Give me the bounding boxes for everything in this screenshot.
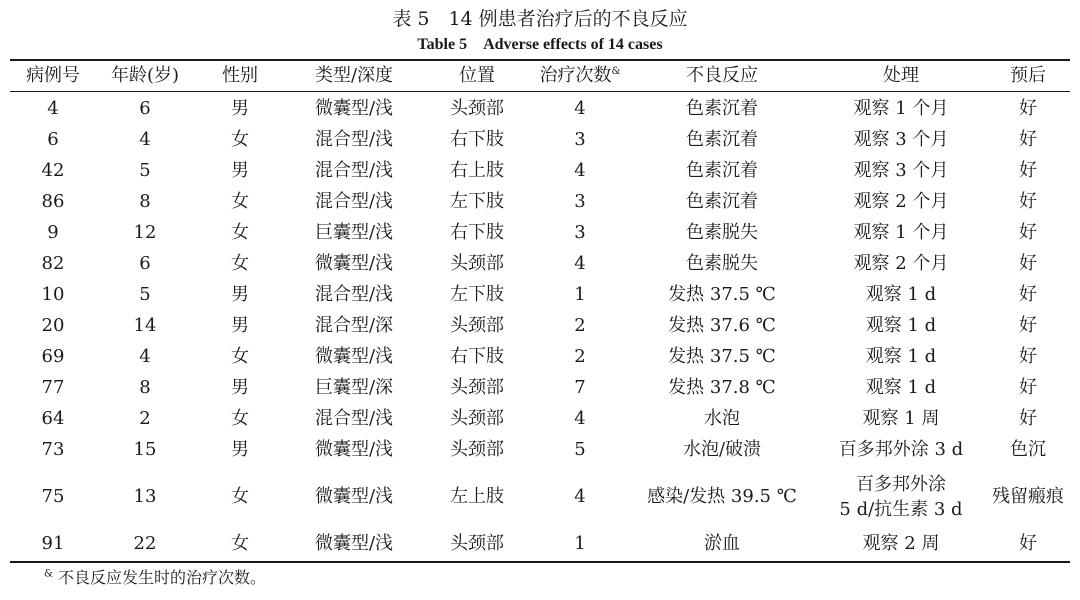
header-case-no: 病例号 bbox=[26, 65, 80, 86]
header-type-depth: 类型/深度 bbox=[314, 65, 394, 86]
cell-times: 1 bbox=[574, 283, 586, 305]
cell-type-depth: 混合型/浅 bbox=[314, 159, 394, 181]
cell-treatment: 观察 3 个月 bbox=[853, 159, 949, 181]
cell-adverse: 色素脱失 bbox=[686, 252, 758, 274]
cell-prognosis: 好 bbox=[1019, 252, 1037, 274]
cell-adverse: 色素沉着 bbox=[686, 190, 758, 212]
table-row bbox=[10, 372, 1070, 403]
cell-times: 4 bbox=[574, 252, 586, 274]
header-location: 位置 bbox=[459, 65, 495, 86]
cell-type-depth: 微囊型/浅 bbox=[314, 345, 394, 367]
table-row bbox=[10, 248, 1070, 279]
cell-sex: 男 bbox=[231, 376, 249, 398]
cell-type-depth: 微囊型/浅 bbox=[314, 252, 394, 274]
cell-type-depth: 混合型/浅 bbox=[314, 407, 394, 429]
cell-treatment: 观察 3 个月 bbox=[853, 128, 949, 150]
cell-location: 头颈部 bbox=[450, 97, 504, 119]
cell-age: 12 bbox=[133, 221, 157, 243]
header-treatment: 处理 bbox=[883, 65, 919, 86]
cell-case-no: 20 bbox=[41, 314, 65, 336]
cell-type-depth: 巨囊型/浅 bbox=[314, 221, 394, 243]
cell-case-no: 4 bbox=[47, 97, 59, 119]
cell-sex: 女 bbox=[231, 252, 249, 274]
cell-age: 13 bbox=[133, 485, 157, 507]
cell-sex: 男 bbox=[231, 97, 249, 119]
cell-location: 左上肢 bbox=[450, 485, 504, 507]
cell-case-no: 9 bbox=[47, 221, 59, 243]
cell-type-depth: 混合型/深 bbox=[314, 314, 394, 336]
header-age: 年龄(岁) bbox=[110, 65, 180, 86]
cell-case-no: 73 bbox=[41, 438, 65, 460]
cell-treatment: 观察 1 d bbox=[865, 283, 937, 305]
cell-case-no: 86 bbox=[41, 190, 65, 212]
table-row bbox=[10, 186, 1070, 217]
footnote-mark: & bbox=[44, 568, 53, 580]
cell-times: 7 bbox=[574, 376, 586, 398]
cell-location: 头颈部 bbox=[450, 407, 504, 429]
cell-treatment: 观察 2 周 bbox=[862, 532, 940, 554]
cell-type-depth: 混合型/浅 bbox=[314, 128, 394, 150]
table-title-chinese: 表 5 14 例患者治疗后的不良反应 bbox=[392, 8, 688, 30]
cell-age: 14 bbox=[133, 314, 157, 336]
cell-adverse: 色素沉着 bbox=[686, 128, 758, 150]
cell-prognosis: 好 bbox=[1019, 314, 1037, 336]
cell-treatment-line: 5 d/抗生素 3 d bbox=[839, 498, 963, 520]
table-title-english: Table 5 Adverse effects of 14 cases bbox=[417, 36, 663, 53]
cell-prognosis: 好 bbox=[1019, 376, 1037, 398]
table-bottom-rule bbox=[10, 561, 1070, 563]
cell-age: 8 bbox=[139, 190, 151, 212]
cell-type-depth: 微囊型/浅 bbox=[314, 97, 394, 119]
header-prognosis: 预后 bbox=[1010, 65, 1046, 86]
cell-case-no: 42 bbox=[41, 159, 65, 181]
cell-treatment: 观察 1 d bbox=[865, 314, 937, 336]
cell-age: 4 bbox=[139, 345, 151, 367]
cell-adverse: 水泡 bbox=[704, 407, 740, 429]
cell-case-no: 69 bbox=[41, 345, 65, 367]
cell-adverse: 淤血 bbox=[704, 532, 740, 554]
table-row bbox=[10, 310, 1070, 341]
cell-location: 左下肢 bbox=[450, 283, 504, 305]
cell-case-no: 75 bbox=[41, 485, 65, 507]
cell-sex: 女 bbox=[231, 190, 249, 212]
cell-adverse: 发热 37.6 ℃ bbox=[668, 314, 776, 336]
cell-times: 3 bbox=[574, 128, 586, 150]
cell-sex: 男 bbox=[231, 438, 249, 460]
cell-location: 左下肢 bbox=[450, 190, 504, 212]
cell-age: 8 bbox=[139, 376, 151, 398]
cell-location: 头颈部 bbox=[450, 438, 504, 460]
cell-prognosis: 残留瘢痕 bbox=[992, 485, 1064, 507]
cell-sex: 女 bbox=[231, 345, 249, 367]
cell-age: 5 bbox=[139, 159, 151, 181]
cell-treatment: 百多邦外涂 3 d bbox=[838, 438, 964, 460]
cell-type-depth: 微囊型/浅 bbox=[314, 485, 394, 507]
cell-type-depth: 巨囊型/深 bbox=[314, 376, 394, 398]
cell-adverse: 色素脱失 bbox=[686, 221, 758, 243]
cell-sex: 男 bbox=[231, 314, 249, 336]
cell-prognosis: 色沉 bbox=[1010, 438, 1046, 460]
table-header-rule bbox=[10, 91, 1070, 92]
table-row bbox=[10, 528, 1070, 559]
table-row bbox=[10, 279, 1070, 310]
cell-treatment: 观察 1 个月 bbox=[853, 97, 949, 119]
cell-age: 15 bbox=[133, 438, 157, 460]
cell-case-no: 64 bbox=[41, 407, 65, 429]
cell-location: 头颈部 bbox=[450, 376, 504, 398]
cell-location: 右下肢 bbox=[450, 128, 504, 150]
header-times bbox=[532, 65, 628, 87]
cell-adverse: 色素沉着 bbox=[686, 159, 758, 181]
cell-location: 头颈部 bbox=[450, 532, 504, 554]
cell-treatment bbox=[816, 472, 986, 522]
cell-location: 头颈部 bbox=[450, 314, 504, 336]
cell-times: 4 bbox=[574, 159, 586, 181]
cell-type-depth: 混合型/浅 bbox=[314, 283, 394, 305]
cell-adverse: 发热 37.5 ℃ bbox=[668, 345, 776, 367]
cell-sex: 女 bbox=[231, 221, 249, 243]
header-times-mark: & bbox=[611, 66, 621, 77]
cell-prognosis: 好 bbox=[1019, 532, 1037, 554]
cell-case-no: 10 bbox=[41, 283, 65, 305]
cell-adverse: 发热 37.5 ℃ bbox=[668, 283, 776, 305]
cell-location: 右下肢 bbox=[450, 345, 504, 367]
cell-sex: 男 bbox=[231, 283, 249, 305]
cell-adverse: 发热 37.8 ℃ bbox=[668, 376, 776, 398]
cell-age: 5 bbox=[139, 283, 151, 305]
table-row bbox=[10, 434, 1070, 465]
cell-prognosis: 好 bbox=[1019, 159, 1037, 181]
header-sex: 性别 bbox=[222, 65, 258, 86]
cell-prognosis: 好 bbox=[1019, 283, 1037, 305]
cell-times: 2 bbox=[574, 345, 586, 367]
header-adverse: 不良反应 bbox=[686, 65, 758, 86]
cell-sex: 男 bbox=[231, 159, 249, 181]
cell-prognosis: 好 bbox=[1019, 345, 1037, 367]
cell-times: 3 bbox=[574, 190, 586, 212]
cell-prognosis: 好 bbox=[1019, 128, 1037, 150]
table-header-row bbox=[10, 61, 1070, 91]
cell-age: 6 bbox=[139, 252, 151, 274]
cell-times: 2 bbox=[574, 314, 586, 336]
cell-sex: 女 bbox=[231, 407, 249, 429]
table-row bbox=[10, 217, 1070, 248]
cell-sex: 女 bbox=[231, 128, 249, 150]
cell-treatment: 观察 2 个月 bbox=[853, 252, 949, 274]
cell-adverse: 色素沉着 bbox=[686, 97, 758, 119]
table-footnote bbox=[44, 566, 266, 590]
cell-case-no: 6 bbox=[47, 128, 59, 150]
cell-sex: 女 bbox=[231, 485, 249, 507]
header-times-label: 治疗次数 bbox=[539, 65, 612, 86]
cell-treatment: 观察 1 d bbox=[865, 376, 937, 398]
cell-times: 4 bbox=[574, 97, 586, 119]
cell-treatment: 观察 1 周 bbox=[862, 407, 940, 429]
cell-treatment: 观察 1 个月 bbox=[853, 221, 949, 243]
cell-location: 右上肢 bbox=[450, 159, 504, 181]
cell-age: 2 bbox=[139, 407, 151, 429]
cell-location: 头颈部 bbox=[450, 252, 504, 274]
cell-type-depth: 微囊型/浅 bbox=[314, 532, 394, 554]
cell-times: 3 bbox=[574, 221, 586, 243]
table-row bbox=[10, 403, 1070, 434]
cell-type-depth: 微囊型/浅 bbox=[314, 438, 394, 460]
footnote-text: 不良反应发生时的治疗次数。 bbox=[58, 568, 267, 587]
cell-times: 4 bbox=[574, 407, 586, 429]
table-row bbox=[10, 155, 1070, 186]
cell-adverse: 水泡/破溃 bbox=[682, 438, 762, 460]
cell-treatment-line: 百多邦外涂 bbox=[856, 473, 946, 495]
table-row bbox=[10, 465, 1070, 528]
cell-treatment: 观察 1 d bbox=[865, 345, 937, 367]
cell-age: 6 bbox=[139, 97, 151, 119]
cell-prognosis: 好 bbox=[1019, 97, 1037, 119]
cell-prognosis: 好 bbox=[1019, 407, 1037, 429]
cell-case-no: 77 bbox=[41, 376, 65, 398]
cell-case-no: 91 bbox=[41, 532, 65, 554]
cell-times: 4 bbox=[574, 485, 586, 507]
cell-age: 4 bbox=[139, 128, 151, 150]
cell-times: 1 bbox=[574, 532, 586, 554]
cell-treatment: 观察 2 个月 bbox=[853, 190, 949, 212]
cell-adverse: 感染/发热 39.5 ℃ bbox=[647, 485, 797, 507]
cell-case-no: 82 bbox=[41, 252, 65, 274]
table-row bbox=[10, 93, 1070, 124]
table-row bbox=[10, 124, 1070, 155]
table-row bbox=[10, 341, 1070, 372]
cell-prognosis: 好 bbox=[1019, 190, 1037, 212]
cell-age: 22 bbox=[133, 532, 157, 554]
cell-prognosis: 好 bbox=[1019, 221, 1037, 243]
cell-times: 5 bbox=[574, 438, 586, 460]
cell-sex: 女 bbox=[231, 532, 249, 554]
cell-location: 右下肢 bbox=[450, 221, 504, 243]
cell-type-depth: 混合型/浅 bbox=[314, 190, 394, 212]
